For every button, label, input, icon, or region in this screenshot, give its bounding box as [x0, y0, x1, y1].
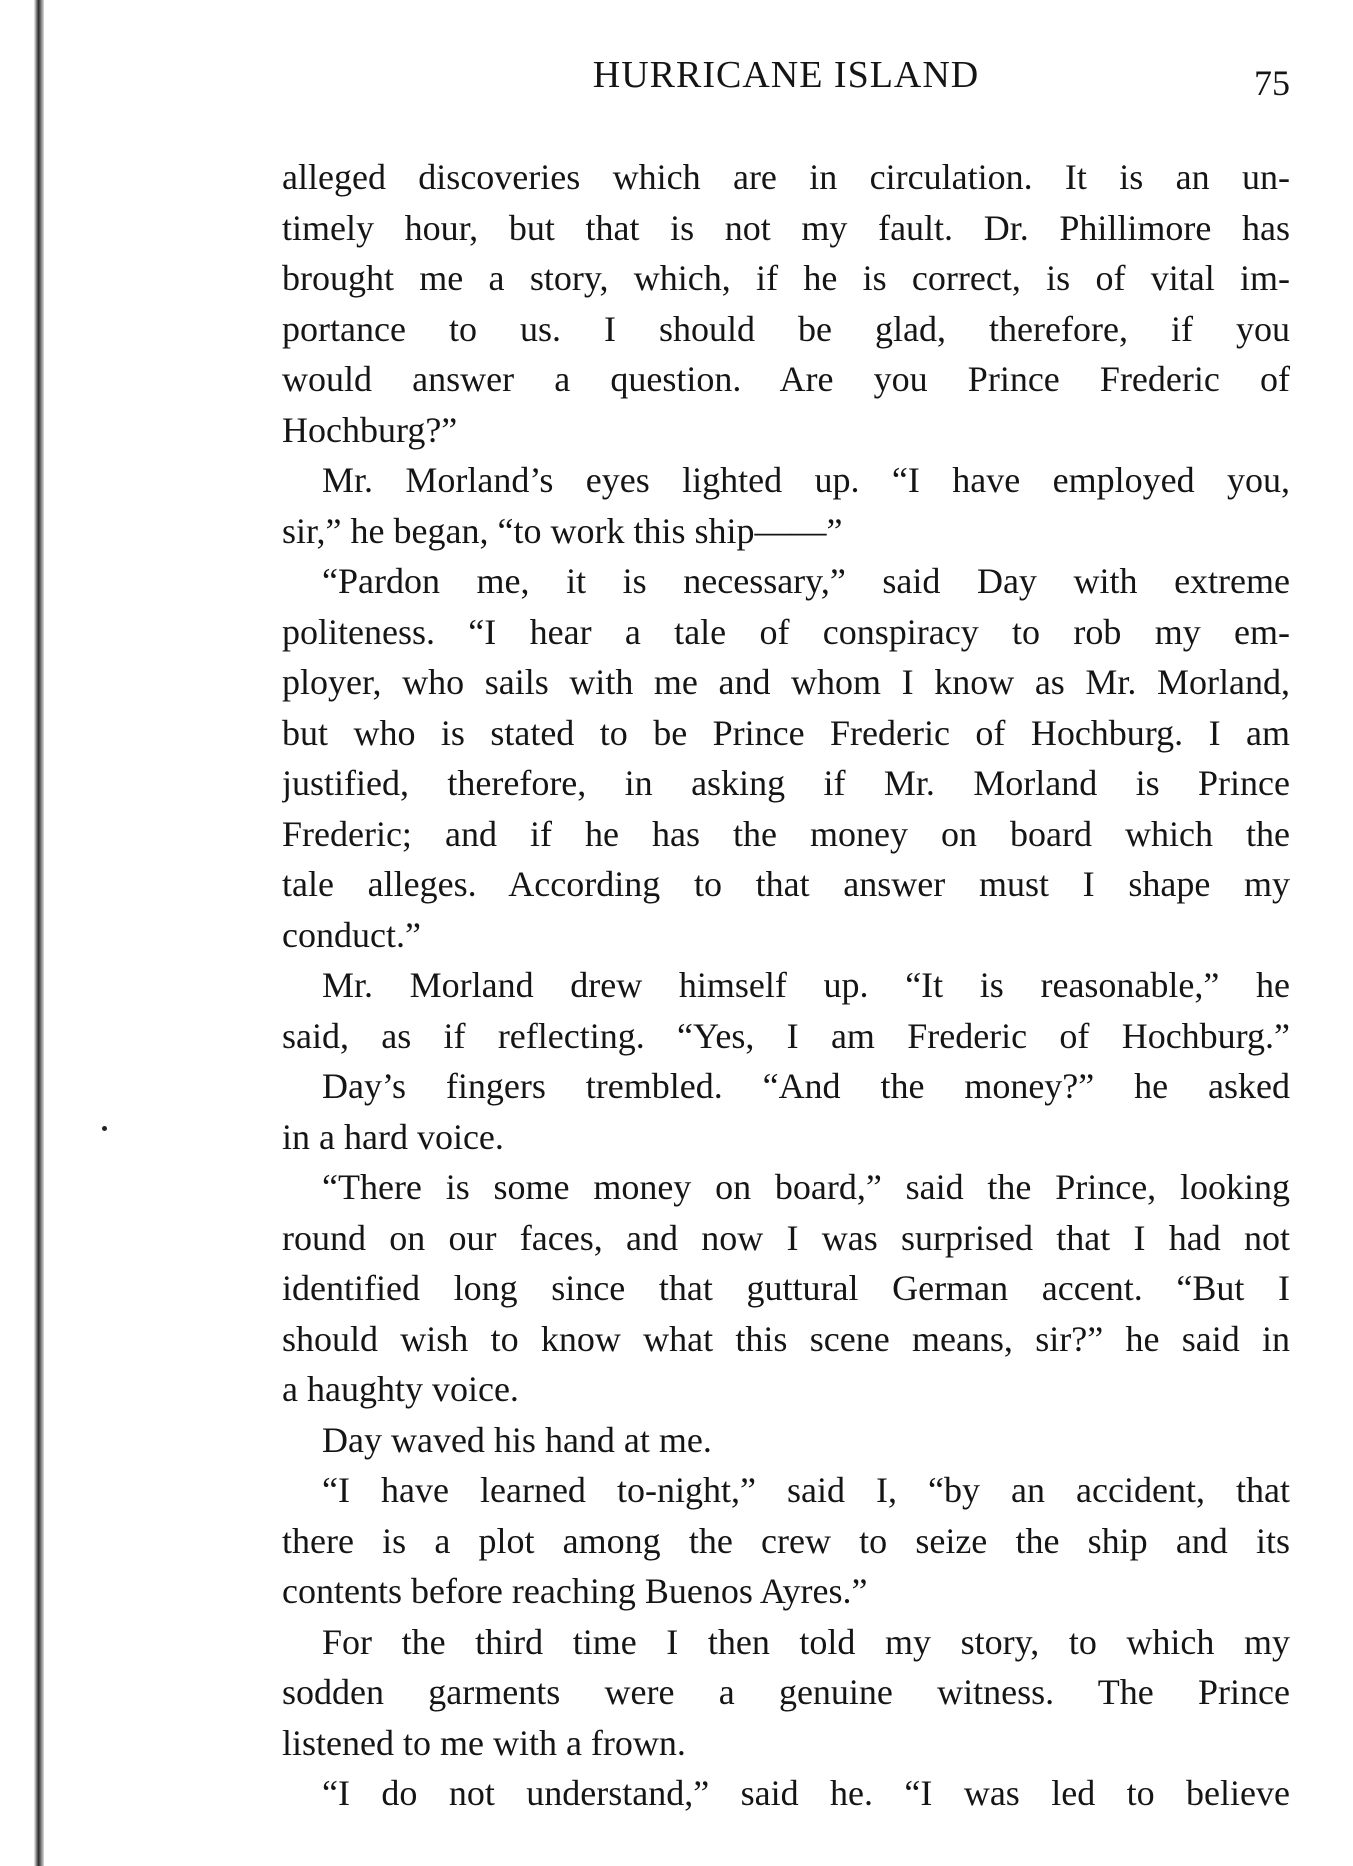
text-line-7: Mr. Morland’s eyes lighted up. “I have employed you, — [322, 460, 1290, 500]
text-line-16: conduct.” — [282, 914, 421, 955]
text-line-9: “Pardon me, it is necessary,” said Day with extreme — [322, 561, 1290, 601]
text-line-6: Hochburg?” — [282, 409, 458, 450]
page-number: 75 — [1254, 63, 1290, 103]
page-binding-edge — [34, 0, 44, 1866]
text-line-30: For the third time I then told my story, to which my — [322, 1621, 1290, 1662]
text-line-3: brought me a story, which, if he is correct, is of vital im- — [282, 258, 1290, 298]
text-line-24: should wish to know what this scene means, sir?” he said in — [282, 1318, 1290, 1359]
text-line-20: in a hard voice. — [282, 1116, 504, 1157]
text-line-15: tale alleges. According to that answer must I shape my — [282, 864, 1290, 904]
text-line-10: politeness. “I hear a tale of conspiracy to rob my em- — [282, 611, 1290, 652]
text-line-32: listened to me with a frown. — [282, 1722, 686, 1763]
body-text — [282, 152, 1290, 1819]
text-line-22: round on our faces, and now I was surprised that I had not — [282, 1217, 1290, 1258]
text-line-2: timely hour, but that is not my fault. Dr. Phillimore has — [282, 207, 1290, 248]
running-head — [282, 45, 1290, 105]
text-line-17: Mr. Morland drew himself up. “It is reasonable,” he — [322, 965, 1290, 1005]
text-line-14: Frederic; and if he has the money on board which the — [282, 813, 1290, 854]
text-line-4: portance to us. I should be glad, therefore, if you — [282, 308, 1290, 349]
text-line-26: Day waved his hand at me. — [322, 1419, 712, 1460]
text-line-28: there is a plot among the crew to seize the ship and its — [282, 1520, 1290, 1561]
text-line-29: contents before reaching Buenos Ayres.” — [282, 1571, 868, 1611]
page-speck — [102, 1126, 107, 1131]
text-line-13: justified, therefore, in asking if Mr. Morland is Prince — [282, 763, 1290, 803]
text-line-19: Day’s fingers trembled. “And the money?” he asked — [322, 1066, 1290, 1106]
text-line-5: would answer a question. Are you Prince Frederic of — [282, 359, 1290, 399]
text-line-23: identified long since that guttural German accent. “But I — [282, 1268, 1290, 1308]
text-line-11: ployer, who sails with me and whom I know as Mr. Morland, — [282, 662, 1290, 702]
text-line-25: a haughty voice. — [282, 1369, 519, 1409]
text-line-33: “I do not understand,” said he. “I was led to believe — [322, 1773, 1290, 1813]
text-line-31: sodden garments were a genuine witness. The Prince — [282, 1672, 1290, 1712]
text-line-27: “I have learned to-night,” said I, “by an accident, that — [322, 1470, 1290, 1510]
text-line-18: said, as if reflecting. “Yes, I am Frederic of Hochburg.” — [282, 1015, 1290, 1056]
text-line-12: but who is stated to be Prince Frederic of Hochburg. I am — [282, 712, 1290, 753]
running-head-title: HURRICANE ISLAND — [592, 54, 980, 96]
text-line-1: alleged discoveries which are in circulation. It is an un- — [282, 157, 1290, 197]
text-line-21: “There is some money on board,” said the Prince, looking — [322, 1167, 1290, 1207]
text-line-8: sir,” he began, “to work this ship——” — [282, 510, 843, 551]
